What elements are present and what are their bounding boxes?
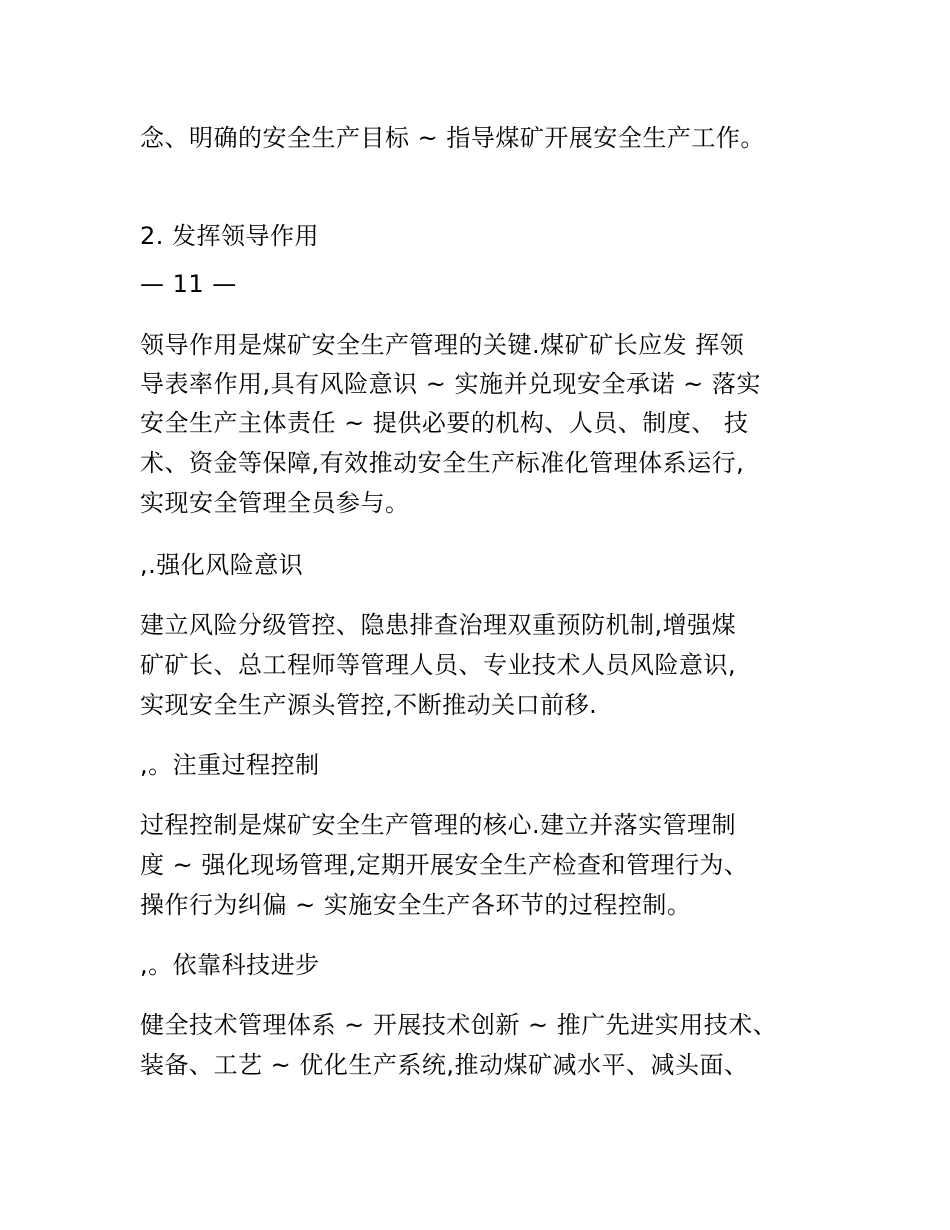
paragraph-line: 矿矿长、总工程师等管理人员、专业技术人员风险意识,: [140, 651, 737, 679]
paragraph-line: 导表率作用,具有风险意识 ~ 实施并兑现安全承诺 ~ 落实: [140, 370, 761, 398]
paragraph-line: 健全技术管理体系 ~ 开展技术创新 ~ 推广先进实用技术、: [140, 1011, 778, 1039]
paragraph-line: 实现安全管理全员参与。: [140, 489, 410, 517]
paragraph-line: 操作行为纠偏 ~ 实施安全生产各环节的过程控制。: [140, 891, 692, 919]
paragraph-line: 安全生产主体责任 ~ 提供必要的机构、人员、制度、 技: [140, 409, 749, 437]
section-heading-technology: ,。依靠科技进步: [140, 951, 320, 979]
paragraph-line: 建立风险分级管控、隐患排查治理双重预防机制,增强煤: [140, 611, 737, 639]
section-heading-risk: ,.强化风险意识: [140, 551, 304, 579]
paragraph-line: 过程控制是煤矿安全生产管理的核心.建立并落实管理制: [140, 811, 737, 839]
paragraph-line: 实现安全生产源头管控,不断推动关口前移.: [140, 691, 598, 719]
paragraph-line: 领导作用是煤矿安全生产管理的关键.煤矿矿长应发 挥领: [140, 331, 745, 359]
paragraph-line: 装备、工艺 ~ 优化生产系统,推动煤矿减水平、减头面、: [140, 1051, 749, 1079]
paragraph-line: 度 ~ 强化现场管理,定期开展安全生产检查和管理行为、: [140, 851, 749, 879]
section-heading-process: ,。注重过程控制: [140, 751, 320, 779]
intro-line: 念、明确的安全生产目标 ~ 指导煤矿开展安全生产工作。: [140, 124, 765, 152]
paragraph-line: 术、资金等保障,有效推动安全生产标准化管理体系运行,: [140, 449, 745, 477]
section-heading-leadership: 2. 发挥领导作用: [140, 222, 320, 250]
page-number-marker: — 11 —: [140, 270, 237, 298]
